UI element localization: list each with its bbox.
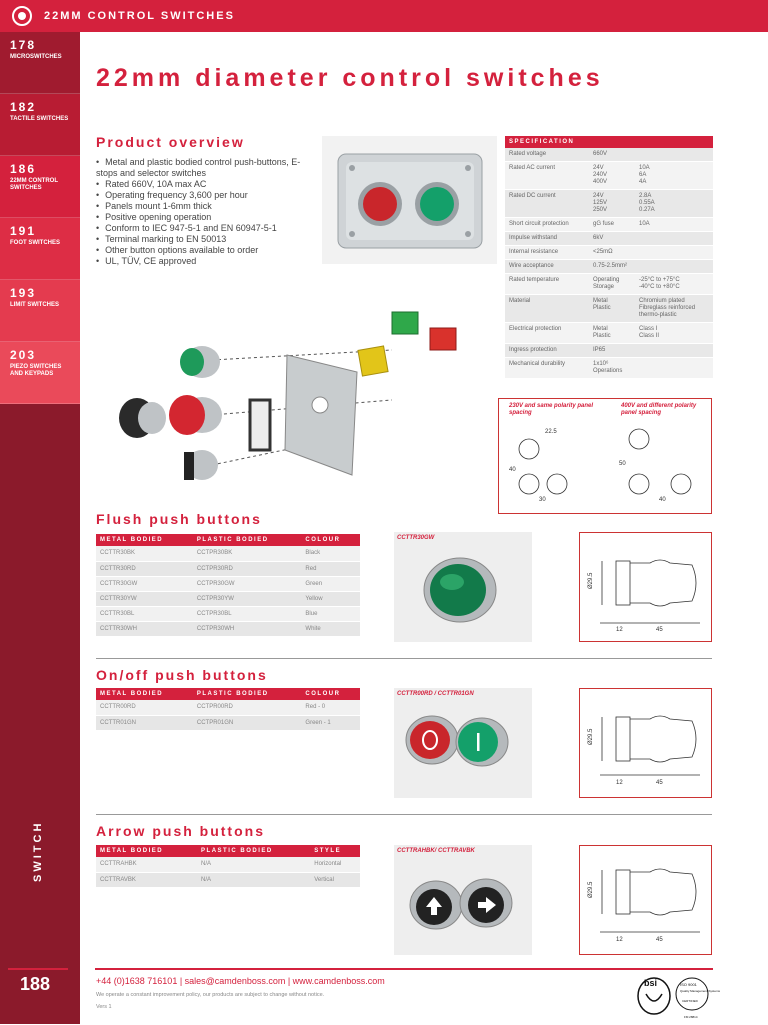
arrow-button-image <box>394 845 532 955</box>
spec-value: 660V <box>589 148 635 162</box>
tab-label: 22MM CONTROL SWITCHES <box>10 178 58 192</box>
certified-text: CERTIFIED <box>682 999 698 1003</box>
column-header: STYLE <box>310 845 360 857</box>
dim-diameter: Ø29.5 <box>588 572 594 589</box>
photo-caption: CCTTR00RD / CCTTR01GN <box>397 691 474 697</box>
dim-45: 45 <box>656 937 663 943</box>
dimension-drawing <box>580 846 713 956</box>
dim-diameter: Ø29.5 <box>588 728 594 745</box>
plastic-code: CCTPR30BL <box>193 606 302 621</box>
dim-45: 45 <box>656 780 663 786</box>
style: Vertical <box>310 872 360 887</box>
tab-number: 182 <box>10 100 37 114</box>
overview-bullet: • Metal and plastic bodied control push-buttons, E-stops and selector switches <box>96 157 321 179</box>
metal-code: CCTTR30RD <box>96 561 193 576</box>
spec-label: Mechanical durability <box>505 358 589 379</box>
flush-dimension-drawing <box>579 532 712 642</box>
sidebar-tab-22mm-control-switches[interactable] <box>0 156 80 218</box>
arrow-heading: Arrow push buttons <box>96 823 265 839</box>
column-header: METAL BODIED <box>96 845 197 857</box>
table-row <box>505 190 713 218</box>
spec-value-2 <box>635 148 713 162</box>
spacing-dim-22-5: 22.5 <box>545 429 557 435</box>
table-row <box>505 274 713 295</box>
spec-value-2: Chromium plated Fibreglass reinforced thermo-plastic <box>635 295 713 323</box>
table-row <box>96 576 360 591</box>
spec-value-2: -25°C to +75°C -40°C to +80°C <box>635 274 713 295</box>
assembly-image <box>92 300 472 500</box>
plastic-code: CCTPR30WH <box>193 621 302 636</box>
table-row <box>96 621 360 636</box>
table-row <box>505 295 713 323</box>
flush-table <box>96 534 360 637</box>
spec-label: Short circuit protection <box>505 218 589 232</box>
colour: Red - 0 <box>301 700 360 715</box>
overview-bullet: • Positive opening operation <box>96 212 321 223</box>
sidebar-tab-microswitches[interactable] <box>0 32 80 94</box>
spec-value-2 <box>635 358 713 379</box>
column-header: COLOUR <box>301 688 360 700</box>
table-row <box>96 872 360 887</box>
dim-diameter: Ø29.5 <box>588 881 594 898</box>
spec-label: Impulse withstand <box>505 232 589 246</box>
vertical-section-label: SWITCH <box>32 820 44 882</box>
panel-spacing-diagram <box>498 398 712 514</box>
overview-bullet: • Terminal marking to EN 50013 <box>96 234 321 245</box>
spec-value: Metal Plastic <box>589 323 635 344</box>
colour: Yellow <box>301 591 360 606</box>
table-row <box>505 323 713 344</box>
section-divider <box>96 658 712 659</box>
table-row <box>96 700 360 715</box>
dim-12: 12 <box>616 627 623 633</box>
arrow-button-photo <box>394 845 532 955</box>
column-header: PLASTIC BODIED <box>197 845 310 857</box>
spec-value: IP65 <box>589 344 635 358</box>
flush-button-photo <box>394 532 532 642</box>
onoff-table <box>96 688 360 731</box>
arrow-table <box>96 845 360 888</box>
plastic-code: N/A <box>197 872 310 887</box>
spec-label: Internal resistance <box>505 246 589 260</box>
plastic-code: CCTPR01GN <box>193 715 302 730</box>
colour: Blue <box>301 606 360 621</box>
table-row <box>505 218 713 232</box>
table-row <box>505 246 713 260</box>
table-row <box>505 148 713 162</box>
table-row <box>505 260 713 274</box>
policy-note: We operate a constant improvement policy, our products are subject to change without notice. <box>96 992 325 998</box>
section-title: 22MM CONTROL SWITCHES <box>44 10 235 22</box>
spec-value-2: 10A 6A 4A <box>635 162 713 190</box>
spec-value: <25mΩ <box>589 246 635 260</box>
column-header: COLOUR <box>301 534 360 546</box>
overview-list <box>96 157 321 267</box>
metal-code: CCTTR30BL <box>96 606 193 621</box>
column-header: METAL BODIED <box>96 688 193 700</box>
colour: Red <box>301 561 360 576</box>
specification-table <box>505 136 713 379</box>
style: Horizontal <box>310 857 360 872</box>
onoff-heading: On/off push buttons <box>96 667 268 683</box>
spec-value-2 <box>635 246 713 260</box>
onoff-button-image <box>394 688 532 798</box>
spec-label: Rated AC current <box>505 162 589 190</box>
table-row <box>96 606 360 621</box>
bsi-text: bsi <box>644 978 658 988</box>
overview-heading: Product overview <box>96 134 245 150</box>
section-divider <box>96 814 712 815</box>
onoff-button-photo <box>394 688 532 798</box>
spec-value: Operating Storage <box>589 274 635 295</box>
plastic-code: CCTPR30BK <box>193 546 302 561</box>
sidebar-tab-piezo-switches[interactable] <box>0 342 80 404</box>
table-row <box>96 561 360 576</box>
dimension-drawing <box>580 689 713 799</box>
metal-code: CCTTR30YW <box>96 591 193 606</box>
contact-info: +44 (0)1638 716101 | sales@camdenboss.com | www.camdenboss.com <box>96 976 385 986</box>
control-box-image <box>322 136 497 264</box>
page-title: 22mm diameter control switches <box>96 64 604 92</box>
metal-code: CCTTR01GN <box>96 715 193 730</box>
page-number: 188 <box>20 974 51 994</box>
table-row <box>505 358 713 379</box>
spec-label: Rated voltage <box>505 148 589 162</box>
metal-code: CCTTRAVBK <box>96 872 197 887</box>
spec-label: Material <box>505 295 589 323</box>
flush-button-image <box>394 532 532 642</box>
table-row <box>96 591 360 606</box>
spec-value: 0.75-2.5mm² <box>589 260 635 274</box>
tab-number: 186 <box>10 162 37 176</box>
spacing-right-caption: 400V and different polarity panel spacing <box>621 403 697 416</box>
tab-number: 178 <box>10 38 37 52</box>
column-header: PLASTIC BODIED <box>193 534 302 546</box>
spacing-drawing <box>499 399 713 515</box>
overview-bullet: • Panels mount 1-6mm thick <box>96 201 321 212</box>
spacing-dim-40: 40 <box>509 467 516 473</box>
spec-value-2: 2.8A 0.55A 0.27A <box>635 190 713 218</box>
exploded-assembly-illustration <box>92 300 472 500</box>
colour: Green - 1 <box>301 715 360 730</box>
bsi-logo <box>636 972 721 1020</box>
table-row <box>96 715 360 730</box>
tab-label: MICROSWITCHES <box>10 54 62 60</box>
page-number-divider <box>8 968 68 970</box>
metal-code: CCTTR00RD <box>96 700 193 715</box>
tab-label: FOOT SWITCHES <box>10 240 60 246</box>
spec-value-2: 10A <box>635 218 713 232</box>
table-row <box>505 232 713 246</box>
photo-caption: CCTTR30GW <box>397 535 435 541</box>
table-row <box>505 344 713 358</box>
metal-code: CCTTR30GW <box>96 576 193 591</box>
spec-value-2 <box>635 260 713 274</box>
sidebar <box>0 32 80 1024</box>
version-label: Vers 1 <box>96 1004 112 1010</box>
plastic-code: CCTPR30GW <box>193 576 302 591</box>
plastic-code: CCTPR30RD <box>193 561 302 576</box>
plastic-code: N/A <box>197 857 310 872</box>
fm-text: FM 28814 <box>684 1015 698 1019</box>
brand-logo-icon <box>12 6 32 26</box>
tab-label: PIEZO SWITCHES AND KEYPADS <box>10 364 62 378</box>
spec-value: 6kV <box>589 232 635 246</box>
metal-code: CCTTRAHBK <box>96 857 197 872</box>
overview-bullet: • Rated 660V, 10A max AC <box>96 179 321 190</box>
spec-value: gG fuse <box>589 218 635 232</box>
tab-label: LIMIT SWITCHES <box>10 302 59 308</box>
spec-value: 1x10⁶ Operations <box>589 358 635 379</box>
spec-label: Rated temperature <box>505 274 589 295</box>
spacing-dim-40-right: 40 <box>659 497 666 503</box>
photo-caption: CCTTRAHBK/ CCTTRAVBK <box>397 848 475 854</box>
iso-text: ISO 9001 <box>680 982 697 987</box>
top-bar <box>0 0 768 32</box>
overview-bullet: • Conform to IEC 947-5-1 and EN 60947-5-1 <box>96 223 321 234</box>
spec-label: Electrical protection <box>505 323 589 344</box>
plastic-code: CCTPR30YW <box>193 591 302 606</box>
colour: White <box>301 621 360 636</box>
footer-divider <box>95 968 713 970</box>
colour: Black <box>301 546 360 561</box>
tab-label: TACTILE SWITCHES <box>10 116 69 122</box>
column-header: PLASTIC BODIED <box>193 688 302 700</box>
tab-number: 203 <box>10 348 37 362</box>
table-row <box>96 546 360 561</box>
dim-12: 12 <box>616 937 623 943</box>
spacing-dim-50: 50 <box>619 461 626 467</box>
spacing-dim-30: 30 <box>539 497 546 503</box>
spec-label: Ingress protection <box>505 344 589 358</box>
spec-value-2: Class I Class II <box>635 323 713 344</box>
spec-label: Rated DC current <box>505 190 589 218</box>
table-row <box>505 162 713 190</box>
overview-bullet: • UL, TÜV, CE approved <box>96 256 321 267</box>
arrow-dimension-drawing <box>579 845 712 955</box>
bsi-certification-badge <box>636 972 721 1025</box>
colour: Green <box>301 576 360 591</box>
spec-value: 24V 125V 250V <box>589 190 635 218</box>
iso-sub-text: Quality Management Systems <box>680 989 721 993</box>
dim-12: 12 <box>616 780 623 786</box>
dimension-drawing <box>580 533 713 643</box>
overview-bullet: • Other button options available to order <box>96 245 321 256</box>
spec-value-2 <box>635 232 713 246</box>
metal-code: CCTTR30BK <box>96 546 193 561</box>
spec-label: Wire acceptance <box>505 260 589 274</box>
dim-45: 45 <box>656 627 663 633</box>
flush-heading: Flush push buttons <box>96 511 262 527</box>
spec-value: Metal Plastic <box>589 295 635 323</box>
table-row <box>96 857 360 872</box>
tab-number: 193 <box>10 286 37 300</box>
spec-value: 24V 240V 400V <box>589 162 635 190</box>
onoff-dimension-drawing <box>579 688 712 798</box>
spacing-left-caption: 230V and same polarity panel spacing <box>509 403 594 416</box>
sidebar-tab-tactile-switches[interactable] <box>0 94 80 156</box>
spec-header: SPECIFICATION <box>505 136 713 148</box>
sidebar-tab-foot-switches[interactable] <box>0 218 80 280</box>
metal-code: CCTTR30WH <box>96 621 193 636</box>
column-header: METAL BODIED <box>96 534 193 546</box>
sidebar-tab-limit-switches[interactable] <box>0 280 80 342</box>
control-box-photo <box>322 136 497 264</box>
spec-value-2 <box>635 344 713 358</box>
tab-number: 191 <box>10 224 37 238</box>
overview-bullet: • Operating frequency 3,600 per hour <box>96 190 321 201</box>
plastic-code: CCTPR00RD <box>193 700 302 715</box>
